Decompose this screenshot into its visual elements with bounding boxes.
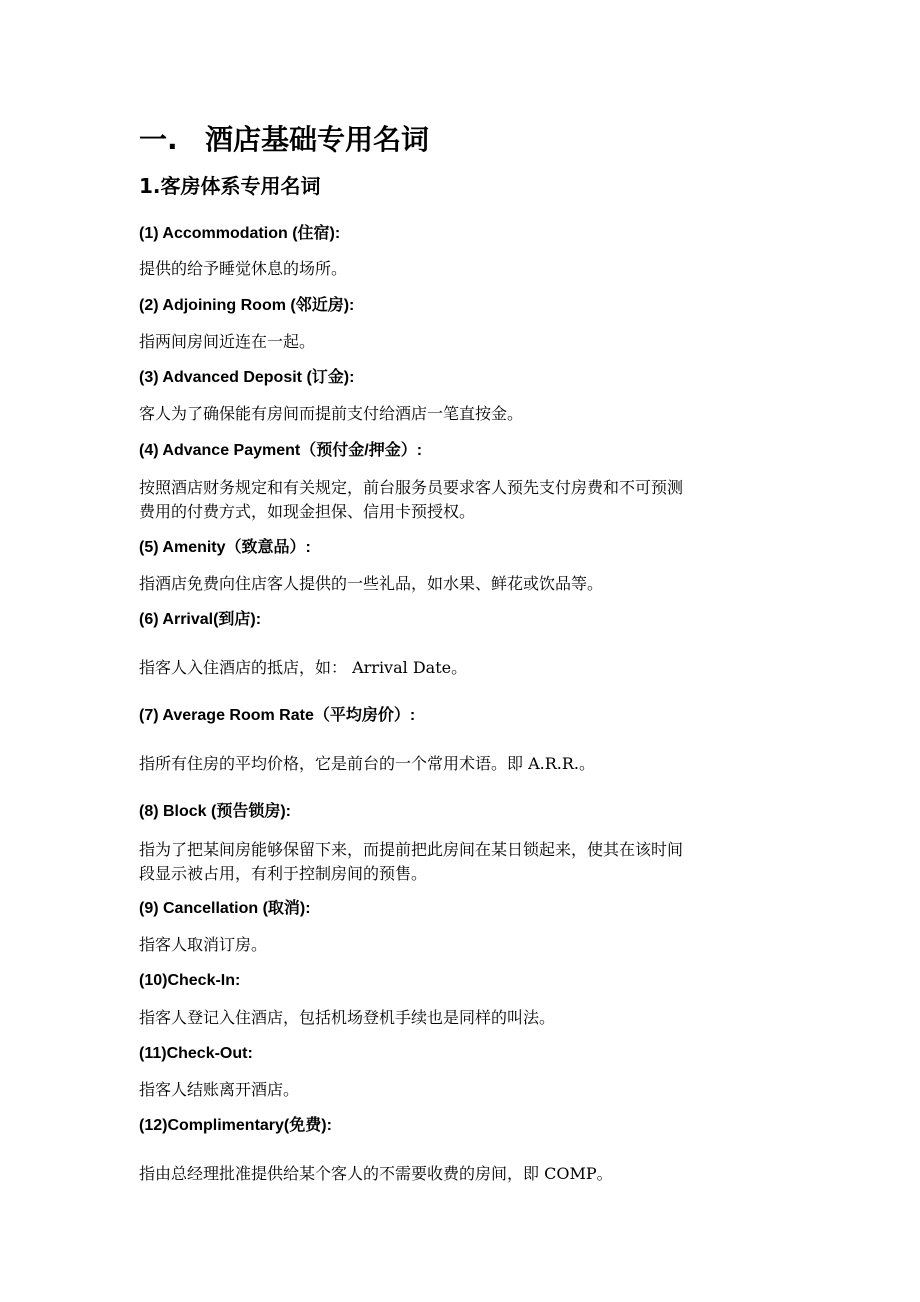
definition-line: 指酒店免费向住店客人提供的一些礼品，如水果、鲜花或饮品等。: [139, 574, 604, 593]
title-text: 酒店基础专用名词: [205, 123, 430, 156]
glossary-definition: [139, 402, 523, 426]
definition-line: 指由总经理批准提供给某个客人的不需要收费的房间，即 COMP。: [139, 1164, 613, 1183]
definition-line: 客人为了确保能有房间而提前支付给酒店一笔直按金。: [139, 404, 524, 423]
definition-line: 指客人结账离开酒店。: [139, 1080, 300, 1099]
definition-line: 指客人入住酒店的抵店，如： Arrival Date。: [139, 658, 468, 677]
glossary-term: (5) Amenity（致意品）:: [139, 539, 311, 556]
glossary-term: (2) Adjoining Room (邻近房):: [139, 297, 355, 314]
glossary-definition: [139, 752, 595, 776]
definition-line: 费用的付费方式，如现金担保、信用卡预授权。: [139, 502, 476, 521]
glossary-definition: [139, 572, 603, 596]
definition-line: 段显示被占用，有利于控制房间的预售。: [139, 864, 428, 883]
glossary-definition: [139, 1162, 613, 1186]
definition-line: 按照酒店财务规定和有关规定，前台服务员要求客人预先支付房费和不可预测: [139, 478, 684, 497]
section-heading: 1.客房体系专用名词: [139, 174, 321, 198]
glossary-term: (9) Cancellation (取消):: [139, 900, 311, 917]
glossary-term: (8) Block (预告锁房):: [139, 803, 292, 820]
glossary-definition: [139, 1078, 299, 1102]
glossary-definition: [139, 257, 347, 281]
glossary-term: (1) Accommodation (住宿):: [139, 225, 341, 242]
definition-line: 指两间房间近连在一起。: [139, 332, 316, 351]
glossary-definition: [139, 1006, 555, 1030]
definition-line: 提供的给予睡觉休息的场所。: [139, 259, 348, 278]
page-title: [139, 123, 429, 157]
glossary-definition: [139, 838, 683, 886]
glossary-definition: [139, 656, 467, 680]
definition-line: 指客人取消订房。: [139, 935, 268, 954]
glossary-term: (4) Advance Payment（预付金/押金）:: [139, 442, 423, 459]
glossary-term: (11)Check-Out:: [139, 1045, 253, 1062]
title-number: 一.: [139, 123, 178, 156]
definition-line: 指所有住房的平均价格，它是前台的一个常用术语。即 A.R.R.。: [139, 754, 595, 773]
definition-line: 指客人登记入住酒店，包括机场登机手续也是同样的叫法。: [139, 1008, 556, 1027]
definition-line: 指为了把某间房能够保留下来，而提前把此房间在某日锁起来，使其在该时间: [139, 840, 684, 859]
glossary-definition: [139, 933, 267, 957]
glossary-term: (6) Arrival(到店):: [139, 611, 262, 628]
glossary-term: (10)Check-In:: [139, 972, 241, 989]
glossary-definition: [139, 330, 315, 354]
glossary-term: (7) Average Room Rate（平均房价）:: [139, 707, 416, 724]
glossary-term: (3) Advanced Deposit (订金):: [139, 369, 355, 386]
glossary-term: (12)Complimentary(免费):: [139, 1117, 332, 1134]
glossary-definition: [139, 476, 683, 524]
